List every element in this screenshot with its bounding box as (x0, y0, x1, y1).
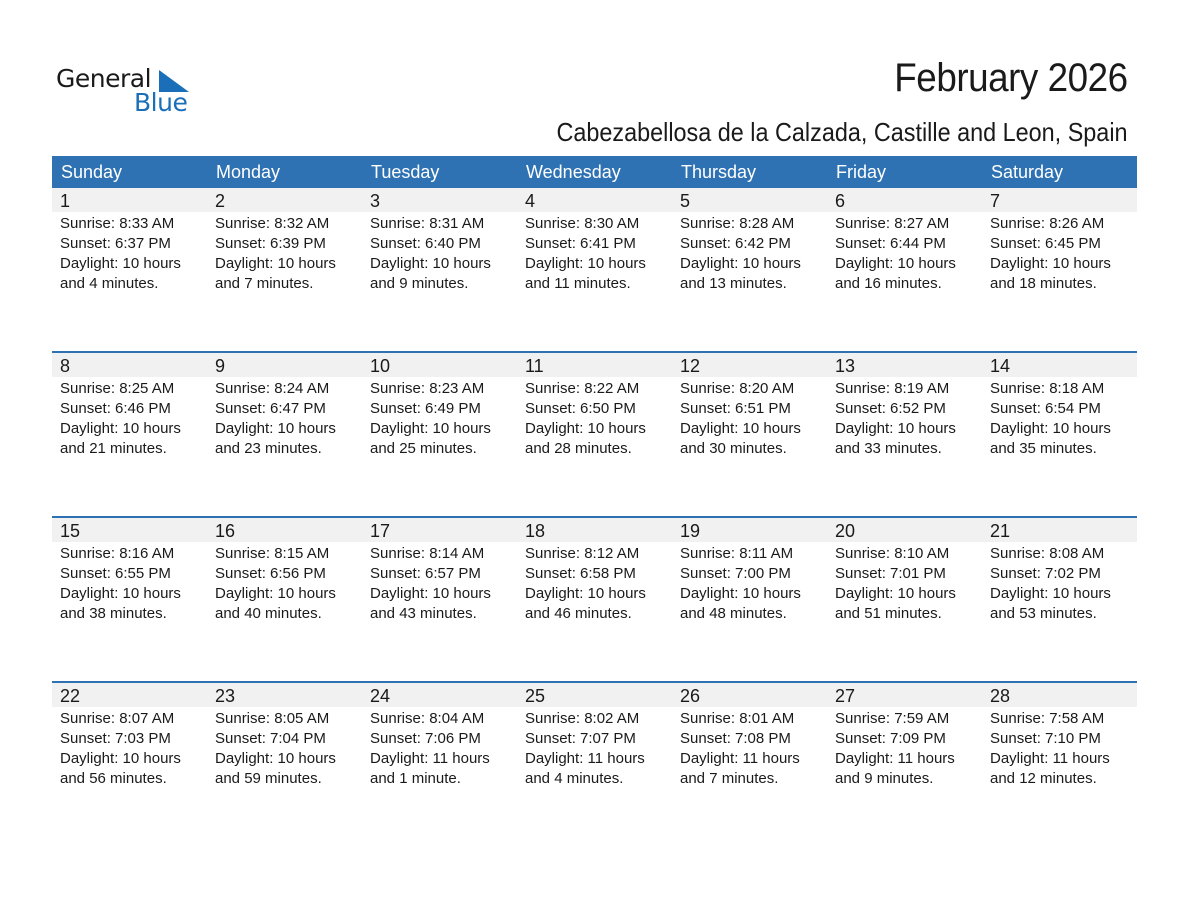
weekday-wednesday: Wednesday (526, 162, 621, 182)
daylight-text: Daylight: 10 hours (60, 750, 181, 767)
day-info (362, 707, 517, 789)
day-number: 20 (827, 518, 982, 542)
day-number: 13 (827, 353, 982, 377)
day-info (52, 707, 207, 789)
day-number: 1 (52, 188, 207, 212)
day-cell (982, 518, 1137, 681)
daylight-text: and 38 minutes. (60, 605, 167, 622)
day-info (52, 542, 207, 624)
daylight-text: and 51 minutes. (835, 605, 942, 622)
day-info (827, 212, 982, 294)
sunrise-text: Sunrise: 8:20 AM (680, 380, 795, 397)
day-info (517, 377, 672, 459)
daylight-text: and 21 minutes. (60, 440, 167, 457)
sunrise-text: Sunrise: 7:59 AM (835, 710, 950, 727)
daylight-text: Daylight: 11 hours (680, 750, 800, 767)
daylight-text: Daylight: 10 hours (990, 585, 1111, 602)
daylight-text: Daylight: 10 hours (680, 420, 801, 437)
day-cell (982, 188, 1137, 351)
day-info (517, 212, 672, 294)
location-subtitle: Cabezabellosa de la Calzada, Castille and Leon, Spain (556, 117, 1128, 147)
page-title: February 2026 (894, 56, 1128, 100)
weekday-saturday: Saturday (991, 162, 1064, 182)
daylight-text: Daylight: 10 hours (215, 750, 336, 767)
day-cell (517, 353, 672, 516)
day-number: 12 (672, 353, 827, 377)
sunrise-text: Sunrise: 8:27 AM (835, 215, 950, 232)
day-info (52, 212, 207, 294)
daylight-text: Daylight: 10 hours (60, 585, 181, 602)
sunset-text: Sunset: 6:42 PM (680, 235, 791, 252)
day-cell (517, 518, 672, 681)
day-number: 18 (517, 518, 672, 542)
sunset-text: Sunset: 6:37 PM (60, 235, 171, 252)
daylight-text: Daylight: 10 hours (215, 255, 336, 272)
sunset-text: Sunset: 6:40 PM (370, 235, 481, 252)
daylight-text: and 40 minutes. (215, 605, 322, 622)
day-cell (362, 353, 517, 516)
sunrise-text: Sunrise: 8:16 AM (60, 545, 175, 562)
calendar-weeks (52, 188, 1137, 846)
weekday-header (52, 156, 1137, 188)
sunset-text: Sunset: 6:50 PM (525, 400, 636, 417)
day-cell (207, 683, 362, 846)
day-number: 24 (362, 683, 517, 707)
sunrise-text: Sunrise: 8:08 AM (990, 545, 1105, 562)
sunset-text: Sunset: 6:56 PM (215, 565, 326, 582)
day-cell (827, 518, 982, 681)
day-info (982, 707, 1137, 789)
sunset-text: Sunset: 6:52 PM (835, 400, 946, 417)
daylight-text: and 48 minutes. (680, 605, 787, 622)
sunset-text: Sunset: 7:02 PM (990, 565, 1101, 582)
sunrise-text: Sunrise: 8:26 AM (990, 215, 1105, 232)
daylight-text: and 56 minutes. (60, 770, 167, 787)
daylight-text: Daylight: 10 hours (990, 420, 1111, 437)
sunset-text: Sunset: 6:39 PM (215, 235, 326, 252)
day-cell (517, 188, 672, 351)
day-cell (672, 683, 827, 846)
day-info (672, 377, 827, 459)
day-number: 5 (672, 188, 827, 212)
day-cell (827, 353, 982, 516)
day-info (982, 542, 1137, 624)
day-number: 2 (207, 188, 362, 212)
day-cell (672, 188, 827, 351)
logo (56, 64, 206, 120)
day-info (362, 377, 517, 459)
sunrise-text: Sunrise: 8:18 AM (990, 380, 1105, 397)
day-number: 16 (207, 518, 362, 542)
sunrise-text: Sunrise: 8:24 AM (215, 380, 330, 397)
daylight-text: and 7 minutes. (215, 275, 314, 292)
calendar (52, 156, 1137, 846)
daylight-text: and 59 minutes. (215, 770, 322, 787)
daylight-text: and 28 minutes. (525, 440, 632, 457)
daylight-text: and 30 minutes. (680, 440, 787, 457)
sunset-text: Sunset: 6:55 PM (60, 565, 171, 582)
daylight-text: Daylight: 10 hours (215, 585, 336, 602)
day-number: 22 (52, 683, 207, 707)
daylight-text: and 33 minutes. (835, 440, 942, 457)
sunrise-text: Sunrise: 8:01 AM (680, 710, 795, 727)
day-number: 17 (362, 518, 517, 542)
daylight-text: and 16 minutes. (835, 275, 942, 292)
day-cell (827, 188, 982, 351)
daylight-text: Daylight: 10 hours (370, 585, 491, 602)
day-cell (517, 683, 672, 846)
daylight-text: Daylight: 11 hours (525, 750, 645, 767)
sunset-text: Sunset: 7:04 PM (215, 730, 326, 747)
daylight-text: and 9 minutes. (835, 770, 934, 787)
daylight-text: and 9 minutes. (370, 275, 469, 292)
sunrise-text: Sunrise: 8:31 AM (370, 215, 485, 232)
weekday-sunday: Sunday (61, 162, 123, 182)
day-number: 8 (52, 353, 207, 377)
daylight-text: Daylight: 10 hours (370, 420, 491, 437)
day-cell (52, 518, 207, 681)
day-cell (827, 683, 982, 846)
sunrise-text: Sunrise: 8:28 AM (680, 215, 795, 232)
sunset-text: Sunset: 7:00 PM (680, 565, 791, 582)
sunset-text: Sunset: 6:44 PM (835, 235, 946, 252)
sunset-text: Sunset: 6:47 PM (215, 400, 326, 417)
day-info (982, 377, 1137, 459)
sunset-text: Sunset: 6:57 PM (370, 565, 481, 582)
daylight-text: and 11 minutes. (525, 275, 631, 292)
day-info (517, 707, 672, 789)
day-number: 19 (672, 518, 827, 542)
week-row (52, 188, 1137, 351)
day-info (672, 707, 827, 789)
sunrise-text: Sunrise: 8:15 AM (215, 545, 330, 562)
daylight-text: Daylight: 10 hours (215, 420, 336, 437)
daylight-text: Daylight: 10 hours (680, 585, 801, 602)
sunrise-text: Sunrise: 8:11 AM (680, 545, 794, 562)
sunset-text: Sunset: 7:06 PM (370, 730, 481, 747)
week-row (52, 681, 1137, 846)
daylight-text: and 53 minutes. (990, 605, 1097, 622)
day-cell (982, 353, 1137, 516)
day-cell (207, 353, 362, 516)
daylight-text: and 12 minutes. (990, 770, 1097, 787)
daylight-text: and 23 minutes. (215, 440, 322, 457)
day-info (827, 542, 982, 624)
day-info (827, 707, 982, 789)
sunset-text: Sunset: 6:46 PM (60, 400, 171, 417)
daylight-text: and 43 minutes. (370, 605, 477, 622)
sunset-text: Sunset: 6:41 PM (525, 235, 636, 252)
day-number: 27 (827, 683, 982, 707)
day-info (827, 377, 982, 459)
day-number: 6 (827, 188, 982, 212)
logo-text-blue: Blue (134, 88, 188, 117)
weekday-thursday: Thursday (681, 162, 757, 182)
sunset-text: Sunset: 6:51 PM (680, 400, 791, 417)
daylight-text: Daylight: 10 hours (990, 255, 1111, 272)
day-number: 23 (207, 683, 362, 707)
day-number: 11 (517, 353, 672, 377)
daylight-text: and 46 minutes. (525, 605, 632, 622)
sunrise-text: Sunrise: 8:07 AM (60, 710, 175, 727)
daylight-text: and 4 minutes. (525, 770, 624, 787)
day-cell (362, 188, 517, 351)
day-number: 14 (982, 353, 1137, 377)
sunset-text: Sunset: 6:58 PM (525, 565, 636, 582)
day-info (362, 542, 517, 624)
daylight-text: and 13 minutes. (680, 275, 787, 292)
weekday-friday: Friday (836, 162, 887, 182)
sunrise-text: Sunrise: 8:04 AM (370, 710, 485, 727)
daylight-text: Daylight: 10 hours (370, 255, 491, 272)
day-number: 26 (672, 683, 827, 707)
daylight-text: Daylight: 11 hours (370, 750, 490, 767)
sunset-text: Sunset: 7:01 PM (835, 565, 946, 582)
day-cell (207, 188, 362, 351)
daylight-text: Daylight: 10 hours (60, 420, 181, 437)
day-info (672, 542, 827, 624)
daylight-text: Daylight: 10 hours (835, 255, 956, 272)
daylight-text: Daylight: 11 hours (835, 750, 955, 767)
day-cell (672, 353, 827, 516)
day-info (207, 707, 362, 789)
sunset-text: Sunset: 7:03 PM (60, 730, 171, 747)
sunset-text: Sunset: 6:49 PM (370, 400, 481, 417)
daylight-text: and 1 minute. (370, 770, 461, 787)
sunrise-text: Sunrise: 8:32 AM (215, 215, 330, 232)
sunrise-text: Sunrise: 8:19 AM (835, 380, 950, 397)
sunset-text: Sunset: 7:07 PM (525, 730, 636, 747)
day-info (517, 542, 672, 624)
daylight-text: Daylight: 10 hours (60, 255, 181, 272)
day-cell (52, 683, 207, 846)
day-cell (52, 188, 207, 351)
sunrise-text: Sunrise: 8:33 AM (60, 215, 175, 232)
sunrise-text: Sunrise: 8:22 AM (525, 380, 640, 397)
sunrise-text: Sunrise: 8:05 AM (215, 710, 330, 727)
day-number: 10 (362, 353, 517, 377)
day-number: 15 (52, 518, 207, 542)
daylight-text: and 7 minutes. (680, 770, 779, 787)
daylight-text: Daylight: 10 hours (835, 585, 956, 602)
day-number: 28 (982, 683, 1137, 707)
daylight-text: Daylight: 10 hours (525, 420, 646, 437)
day-cell (362, 518, 517, 681)
sunrise-text: Sunrise: 8:23 AM (370, 380, 485, 397)
sunset-text: Sunset: 7:10 PM (990, 730, 1101, 747)
sunset-text: Sunset: 7:09 PM (835, 730, 946, 747)
day-number: 21 (982, 518, 1137, 542)
day-info (52, 377, 207, 459)
weekday-tuesday: Tuesday (371, 162, 440, 182)
daylight-text: Daylight: 10 hours (835, 420, 956, 437)
day-number: 7 (982, 188, 1137, 212)
daylight-text: and 18 minutes. (990, 275, 1097, 292)
day-number: 9 (207, 353, 362, 377)
day-info (672, 212, 827, 294)
day-cell (207, 518, 362, 681)
daylight-text: and 25 minutes. (370, 440, 477, 457)
daylight-text: Daylight: 10 hours (525, 585, 646, 602)
sunrise-text: Sunrise: 8:14 AM (370, 545, 485, 562)
sunrise-text: Sunrise: 8:02 AM (525, 710, 640, 727)
daylight-text: and 35 minutes. (990, 440, 1097, 457)
day-info (982, 212, 1137, 294)
sunrise-text: Sunrise: 8:12 AM (525, 545, 640, 562)
day-cell (52, 353, 207, 516)
weekday-monday: Monday (216, 162, 281, 182)
sunrise-text: Sunrise: 7:58 AM (990, 710, 1105, 727)
daylight-text: Daylight: 10 hours (525, 255, 646, 272)
week-row (52, 351, 1137, 516)
daylight-text: Daylight: 10 hours (680, 255, 801, 272)
daylight-text: Daylight: 11 hours (990, 750, 1110, 767)
day-cell (362, 683, 517, 846)
week-row (52, 516, 1137, 681)
day-number: 4 (517, 188, 672, 212)
sunset-text: Sunset: 6:45 PM (990, 235, 1101, 252)
sunset-text: Sunset: 6:54 PM (990, 400, 1101, 417)
sunrise-text: Sunrise: 8:30 AM (525, 215, 640, 232)
day-cell (982, 683, 1137, 846)
day-number: 3 (362, 188, 517, 212)
day-number: 25 (517, 683, 672, 707)
sunrise-text: Sunrise: 8:10 AM (835, 545, 950, 562)
sunrise-text: Sunrise: 8:25 AM (60, 380, 175, 397)
day-info (207, 542, 362, 624)
day-info (207, 377, 362, 459)
logo-text-general: General (56, 64, 152, 93)
sunset-text: Sunset: 7:08 PM (680, 730, 791, 747)
day-info (207, 212, 362, 294)
daylight-text: and 4 minutes. (60, 275, 159, 292)
day-cell (672, 518, 827, 681)
day-info (362, 212, 517, 294)
